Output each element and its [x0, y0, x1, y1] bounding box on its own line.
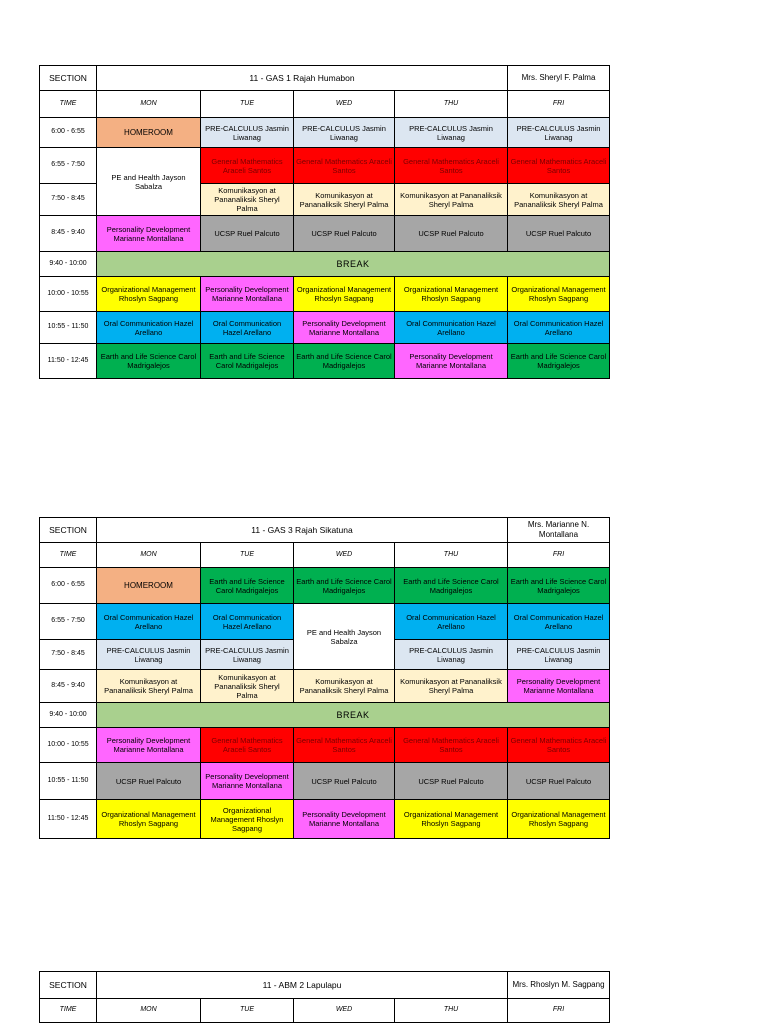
day-header-mon: MON — [97, 999, 201, 1023]
time-header: TIME — [40, 999, 97, 1023]
class-cell: General Mathematics Araceli Santos — [508, 148, 610, 184]
class-cell: PRE-CALCULUS Jasmin Liwanag — [201, 640, 294, 670]
day-header-fri: FRI — [508, 91, 610, 118]
class-cell: Personality Development Marianne Montallana — [97, 216, 201, 252]
time-slot: 8:45 - 9:40 — [40, 216, 97, 252]
class-cell: General Mathematics Araceli Santos — [294, 148, 395, 184]
class-cell: UCSP Ruel Palcuto — [508, 763, 610, 800]
break-row — [40, 252, 610, 277]
class-cell: PRE-CALCULUS Jasmin Liwanag — [508, 118, 610, 148]
class-cell: Earth and Life Science Carol Madrigalejos — [294, 344, 395, 379]
class-cell: UCSP Ruel Palcuto — [508, 216, 610, 252]
class-cell: Oral Communication Hazel Arellano — [201, 604, 294, 640]
time-slot: 7:50 - 8:45 — [40, 184, 97, 216]
period-row — [40, 670, 610, 703]
class-cell: Komunikasyon at Pananaliksik Sheryl Palma — [395, 184, 508, 216]
schedule-table-gas3 — [39, 517, 610, 839]
time-slot: 10:00 - 10:55 — [40, 277, 97, 312]
day-header-thu: THU — [395, 999, 508, 1023]
period-row — [40, 728, 610, 763]
period-row — [40, 568, 610, 604]
class-cell: Personality Development Marianne Montallana — [201, 277, 294, 312]
time-slot: 6:55 - 7:50 — [40, 148, 97, 184]
time-header: TIME — [40, 543, 97, 568]
class-cell: Organizational Management Rhoslyn Sagpang — [294, 277, 395, 312]
class-cell: Oral Communication Hazel Arellano — [508, 604, 610, 640]
period-row — [40, 148, 610, 184]
time-slot: 9:40 - 10:00 — [40, 703, 97, 728]
class-cell: PRE-CALCULUS Jasmin Liwanag — [97, 640, 201, 670]
class-cell: Earth and Life Science Carol Madrigalejos — [201, 568, 294, 604]
time-slot: 9:40 - 10:00 — [40, 252, 97, 277]
period-row — [40, 604, 610, 640]
schedule-table-abm2 — [39, 971, 610, 1023]
section-row — [40, 518, 610, 543]
day-header-wed: WED — [294, 543, 395, 568]
day-header-wed: WED — [294, 999, 395, 1023]
time-slot: 6:00 - 6:55 — [40, 118, 97, 148]
class-cell: HOMEROOM — [97, 118, 201, 148]
break-row — [40, 703, 610, 728]
time-slot: 11:50 - 12:45 — [40, 344, 97, 379]
section-title: 11 - GAS 3 Rajah Sikatuna — [97, 518, 508, 543]
day-header-tue: TUE — [201, 91, 294, 118]
class-cell: General Mathematics Araceli Santos — [294, 728, 395, 763]
class-cell: UCSP Ruel Palcuto — [395, 216, 508, 252]
break-label: BREAK — [97, 252, 610, 277]
class-cell: General Mathematics Araceli Santos — [201, 728, 294, 763]
time-slot: 10:55 - 11:50 — [40, 312, 97, 344]
header-row — [40, 999, 610, 1023]
schedule-table-gas1 — [39, 65, 610, 379]
class-cell: Komunikasyon at Pananaliksik Sheryl Palma — [294, 184, 395, 216]
class-cell: PRE-CALCULUS Jasmin Liwanag — [294, 118, 395, 148]
class-cell: Personality Development Marianne Montallana — [97, 728, 201, 763]
time-slot: 11:50 - 12:45 — [40, 800, 97, 839]
class-cell: Earth and Life Science Carol Madrigalejos — [201, 344, 294, 379]
class-cell: Personality Development Marianne Montallana — [294, 312, 395, 344]
class-cell: Komunikasyon at Pananaliksik Sheryl Palma — [395, 670, 508, 703]
class-cell: Organizational Management Rhoslyn Sagpang — [395, 800, 508, 839]
section-label: SECTION — [40, 518, 97, 543]
class-cell: Komunikasyon at Pananaliksik Sheryl Palma — [294, 670, 395, 703]
class-cell: General Mathematics Araceli Santos — [395, 148, 508, 184]
day-header-fri: FRI — [508, 999, 610, 1023]
day-header-mon: MON — [97, 543, 201, 568]
day-header-fri: FRI — [508, 543, 610, 568]
class-cell: Personality Development Marianne Montallana — [395, 344, 508, 379]
class-cell: Organizational Management Rhoslyn Sagpang — [395, 277, 508, 312]
class-cell: Komunikasyon at Pananaliksik Sheryl Palma — [201, 184, 294, 216]
class-cell: Oral Communication Hazel Arellano — [97, 312, 201, 344]
period-row — [40, 277, 610, 312]
break-label: BREAK — [97, 703, 610, 728]
class-cell: UCSP Ruel Palcuto — [294, 216, 395, 252]
class-cell: UCSP Ruel Palcuto — [395, 763, 508, 800]
class-cell: Oral Communication Hazel Arellano — [97, 604, 201, 640]
section-row — [40, 66, 610, 91]
class-cell: Personality Development Marianne Montallana — [508, 670, 610, 703]
adviser-name: Mrs. Sheryl F. Palma — [508, 66, 610, 91]
day-header-tue: TUE — [201, 999, 294, 1023]
class-cell: Komunikasyon at Pananaliksik Sheryl Palma — [508, 184, 610, 216]
header-row — [40, 543, 610, 568]
section-label: SECTION — [40, 972, 97, 999]
class-cell: Earth and Life Science Carol Madrigalejos — [294, 568, 395, 604]
class-cell: UCSP Ruel Palcuto — [201, 216, 294, 252]
class-cell: Personality Development Marianne Montallana — [294, 800, 395, 839]
class-cell: PE and Health Jayson Sabalza — [97, 148, 201, 216]
adviser-name: Mrs. Rhoslyn M. Sagpang — [508, 972, 610, 999]
time-header: TIME — [40, 91, 97, 118]
class-cell: General Mathematics Araceli Santos — [508, 728, 610, 763]
class-cell: Earth and Life Science Carol Madrigalejos — [508, 344, 610, 379]
period-row — [40, 800, 610, 839]
class-cell: UCSP Ruel Palcuto — [97, 763, 201, 800]
time-slot: 7:50 - 8:45 — [40, 640, 97, 670]
section-title: 11 - ABM 2 Lapulapu — [97, 972, 508, 999]
period-row — [40, 118, 610, 148]
class-cell: Oral Communication Hazel Arellano — [395, 604, 508, 640]
time-slot: 6:00 - 6:55 — [40, 568, 97, 604]
class-cell: UCSP Ruel Palcuto — [294, 763, 395, 800]
class-cell: PRE-CALCULUS Jasmin Liwanag — [508, 640, 610, 670]
class-cell: Organizational Management Rhoslyn Sagpang — [508, 800, 610, 839]
period-row — [40, 216, 610, 252]
class-cell: Organizational Management Rhoslyn Sagpang — [97, 277, 201, 312]
class-cell: Earth and Life Science Carol Madrigalejos — [97, 344, 201, 379]
adviser-name: Mrs. Marianne N. Montallana — [508, 518, 610, 543]
day-header-tue: TUE — [201, 543, 294, 568]
class-cell: Organizational Management Rhoslyn Sagpang — [97, 800, 201, 839]
class-cell: General Mathematics Araceli Santos — [395, 728, 508, 763]
class-cell: Komunikasyon at Pananaliksik Sheryl Palma — [201, 670, 294, 703]
day-header-mon: MON — [97, 91, 201, 118]
class-cell: PRE-CALCULUS Jasmin Liwanag — [395, 640, 508, 670]
class-cell: HOMEROOM — [97, 568, 201, 604]
section-title: 11 - GAS 1 Rajah Humabon — [97, 66, 508, 91]
class-cell: Organizational Management Rhoslyn Sagpang — [201, 800, 294, 839]
time-slot: 6:55 - 7:50 — [40, 604, 97, 640]
class-cell: Earth and Life Science Carol Madrigalejos — [508, 568, 610, 604]
class-cell: Earth and Life Science Carol Madrigalejos — [395, 568, 508, 604]
class-cell: Oral Communication Hazel Arellano — [201, 312, 294, 344]
class-cell: General Mathematics Araceli Santos — [201, 148, 294, 184]
time-slot: 8:45 - 9:40 — [40, 670, 97, 703]
class-cell: Komunikasyon at Pananaliksik Sheryl Palma — [97, 670, 201, 703]
class-cell: Organizational Management Rhoslyn Sagpang — [508, 277, 610, 312]
time-slot: 10:00 - 10:55 — [40, 728, 97, 763]
header-row — [40, 91, 610, 118]
class-cell: Oral Communication Hazel Arellano — [508, 312, 610, 344]
section-label: SECTION — [40, 66, 97, 91]
class-cell: PRE-CALCULUS Jasmin Liwanag — [201, 118, 294, 148]
day-header-wed: WED — [294, 91, 395, 118]
class-cell: Personality Development Marianne Montallana — [201, 763, 294, 800]
class-cell: PRE-CALCULUS Jasmin Liwanag — [395, 118, 508, 148]
period-row — [40, 763, 610, 800]
day-header-thu: THU — [395, 91, 508, 118]
class-cell: Oral Communication Hazel Arellano — [395, 312, 508, 344]
section-row — [40, 972, 610, 999]
period-row — [40, 312, 610, 344]
time-slot: 10:55 - 11:50 — [40, 763, 97, 800]
day-header-thu: THU — [395, 543, 508, 568]
period-row — [40, 344, 610, 379]
class-cell: PE and Health Jayson Sabalza — [294, 604, 395, 670]
